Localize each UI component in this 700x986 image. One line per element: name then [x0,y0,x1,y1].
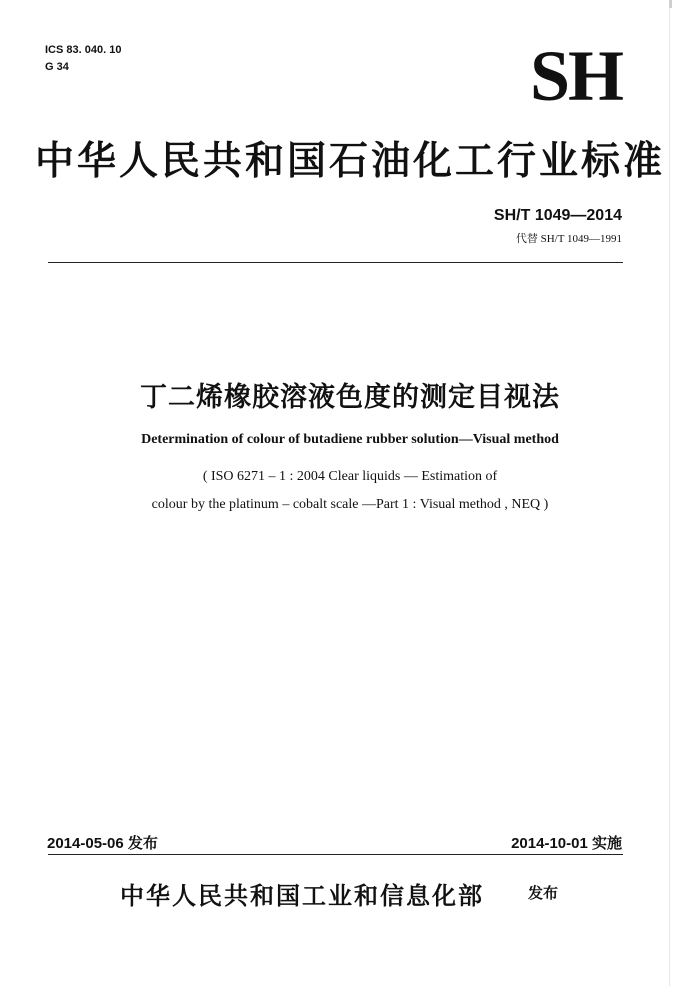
footer-divider [48,854,623,855]
publish-label: 发布 [528,885,559,902]
document-title-english: Determination of colour of butadiene rubber solution—Visual method [141,432,559,447]
implementation-date: 2014-10-01 实施 [511,835,622,852]
header-divider [48,262,623,263]
issue-date: 2014-05-06 发布 [47,835,158,852]
ccs-code: G 34 [45,61,69,73]
sh-logo: SH [529,36,622,116]
ics-code: ICS 83. 040. 10 [45,44,122,56]
iso-equivalence-line-2: colour by the platinum – cobalt scale —Part 1 : Visual method , NEQ ) [151,497,549,512]
corner-mark [669,0,672,8]
standard-number: SH/T 1049—2014 [493,207,622,224]
standard-organization-title: 中华人民共和国石油化工行业标准 [34,140,665,183]
issuing-authority: 中华人民共和国工业和信息化部 [120,883,484,910]
replaces-standard: 代替 SH/T 1049—1991 [515,233,622,245]
iso-equivalence-line-1: ( ISO 6271 – 1 : 2004 Clear liquids — Estimation of [202,469,498,484]
document-title-chinese: 丁二烯橡胶溶液色度的测定目视法 [140,382,560,412]
